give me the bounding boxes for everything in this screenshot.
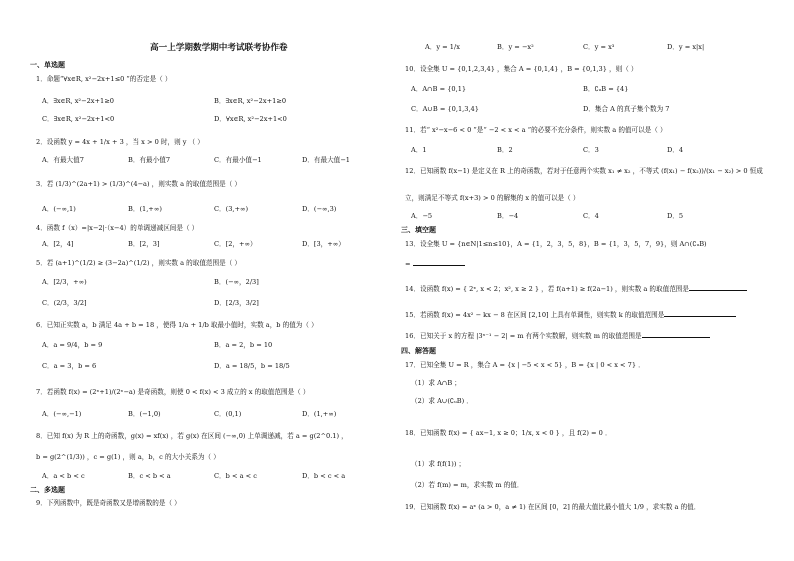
q11-stem: 11．若“ x²−x−6 < 0 ”是“ −2 < x < a ”的必要不充分条件，则实数 a 的值可以是（ ） xyxy=(405,126,667,134)
q16-text: 16．已知关于 x 的方程 |3ˣ⁻¹ − 2| = m 有两个实数解，则实数 m 的取值范围是 xyxy=(405,332,642,340)
q6-option-a: A．a = 9/4，b = 9 xyxy=(42,341,103,349)
q4-option-b: B．[2，3] xyxy=(128,240,160,248)
q17-part2: （2）求 A∪(∁ᵤB) ． xyxy=(411,397,473,405)
q5-option-a: A．[2/3，+∞) xyxy=(42,278,87,286)
q14-stem xyxy=(405,283,747,294)
q3-option-d: D．(−∞,3) xyxy=(302,205,337,213)
q2-option-a: A．有最大值7 xyxy=(42,156,84,164)
q1-option-d: D．∀x∈R, x²−2x+1<0 xyxy=(214,115,287,123)
q9-option-b: B．y = −x² xyxy=(497,43,534,51)
q18-stem: 18．已知函数 f(x) = { ax−1, x ≥ 0；1/x, x < 0 } ，且 f(2) = 0 ． xyxy=(405,429,612,437)
q7-stem: 7．若函数 f(x) = (2ˣ+1)/(2ˣ−a) 是奇函数，则使 0 < f(x) < 3 成立的 x 的取值范围是（ ） xyxy=(36,388,310,396)
q13-equals: = xyxy=(405,260,413,268)
q15-text: 15．若函数 f(x) = 4x² − kx − 8 在区间 [2,10] 上具有单调性，则实数 k 的取值范围是 xyxy=(405,311,665,319)
section-answer: 四、解答题 xyxy=(401,346,436,355)
q19-stem: 19．已知函数 f(x) = aˣ (a > 0，a ≠ 1) 在区间 [0，2] 的最大值比最小值大 1/9 ，求实数 a 的值． xyxy=(405,503,701,511)
left-column xyxy=(30,0,395,561)
q5-option-d: D．[2/3，3/2] xyxy=(214,299,259,307)
q8-option-c: C．b < a < c xyxy=(214,472,257,480)
q2-option-b: B．有最小值7 xyxy=(128,156,171,164)
q13-answer-blank[interactable] xyxy=(413,258,465,266)
q4-option-d: D．[3，+∞） xyxy=(302,240,345,248)
q12-line2: 立，则满足不等式 f(x+3) > 0 的解集的 x 的值可以是（ ） xyxy=(405,194,580,202)
q11-option-c: C．3 xyxy=(583,146,599,154)
q17-part1: （1）求 A∩B ； xyxy=(411,379,461,387)
q10-stem: 10．设全集 U = {0,1,2,3,4} ，集合 A = {0,1,4} ，B = {0,1,3} ，则（ ） xyxy=(405,65,638,73)
q18-part1: （1）求 f(f(1)) ； xyxy=(411,460,466,468)
q7-option-c: C．(0,1) xyxy=(214,410,242,418)
q6-stem: 6．已知正实数 a，b 满足 4a + b = 18 ，使得 1/a + 1/b 取最小值时，实数 a，b 的值为（ ） xyxy=(36,321,318,329)
q6-option-d: D．a = 18/5，b = 18/5 xyxy=(214,362,290,370)
q13-line1: 13．设全集 U = {n∈N|1≤n≤10}，A = {1，2，3，5，8}，B = {1，3，5，7，9}，则 A∩(∁ᵤB) xyxy=(405,240,707,248)
q8-line1: 8．已知 f(x) 为 R 上的奇函数，g(x) = xf(x) ，若 g(x) 在区间 (−∞,0) 上单调递减，若 a = g(2^0.1) ， xyxy=(36,432,348,440)
q6-option-b: B．a = 2，b = 10 xyxy=(214,341,273,349)
q14-text: 14．设函数 f(x) = { 2ˣ, x < 2；x², x ≥ 2 } ，若 f(a+1) ≥ f(2a−1) ，则实数 a 的取值范围是 xyxy=(405,285,689,293)
q10-option-d: D．集合 A 的真子集个数为 7 xyxy=(583,105,670,113)
q9-option-c: C．y = x³ xyxy=(583,43,615,51)
q11-option-a: A．1 xyxy=(411,146,427,154)
q4-option-a: A．[2，4] xyxy=(42,240,74,248)
q15-stem xyxy=(405,309,736,320)
q7-option-a: A．(−∞,−1) xyxy=(42,410,82,418)
q8-option-a: A．a < b < c xyxy=(42,472,85,480)
q3-option-a: A．(−∞,1) xyxy=(42,205,76,213)
section-fill-blank: 三、填空题 xyxy=(401,225,436,234)
q9-stem: 9．下列函数中，既是奇函数又是增函数的是（ ） xyxy=(36,499,181,507)
q1-option-a: A．∃x∈R, x²−2x+1≥0 xyxy=(42,97,114,105)
q2-option-d: D．有最大值−1 xyxy=(302,156,350,164)
q15-answer-blank[interactable] xyxy=(664,309,736,317)
q1-option-b: B．∃x∈R, x²−2x+1≥0 xyxy=(214,97,287,105)
q5-option-c: C．(2/3，3/2] xyxy=(42,299,87,307)
q3-option-b: B．(1,+∞) xyxy=(128,205,162,213)
q9-option-a: A．y = 1/x xyxy=(425,43,460,51)
q10-option-a: A．A∩B = {0,1} xyxy=(411,85,467,93)
q8-option-b: B．c < b < a xyxy=(128,472,171,480)
q10-option-b: B．∁ᵤB = {4} xyxy=(583,85,629,93)
q3-option-c: C．(3,+∞) xyxy=(214,205,249,213)
q8-line2: b = g(2^(1/3)) ，c = g(1) ，则 a，b，c 的大小关系为（ ） xyxy=(36,453,220,461)
q4-stem: 4．函数 f（x）=|x−2|·（x−4）的单调递减区间是（ ） xyxy=(36,224,199,232)
q12-line1: 12．已知函数 f(x−1) 是定义在 R 上的奇函数，若对于任意两个实数 x₁ ≠ x₂ ，不等式 (f(x₁) − f(x₂))/(x₁ − x₂) > 0 恒成 xyxy=(405,167,763,175)
q2-stem: 2．设函数 y = 4x + 1/x + 3 ，当 x > 0 时，则 y （ ） xyxy=(36,138,204,146)
q14-answer-blank[interactable] xyxy=(689,283,747,291)
section-single-choice: 一、单选题 xyxy=(30,60,65,69)
q10-option-c: C．A∪B = {0,1,3,4} xyxy=(411,105,479,113)
q6-option-c: C．a = 3，b = 6 xyxy=(42,362,97,370)
q2-option-c: C．有最小值−1 xyxy=(214,156,262,164)
q5-stem: 5．若 (a+1)^(1/2) ≥ (3−2a)^(1/2) ，则实数 a 的取值范围是（ ） xyxy=(36,259,241,267)
right-column xyxy=(401,0,770,561)
q4-option-c: C．[2，+∞） xyxy=(214,240,257,248)
q13-line2 xyxy=(405,258,465,269)
q11-option-d: D．4 xyxy=(667,146,684,154)
q12-option-b: B．−4 xyxy=(497,212,519,220)
q5-option-b: B．(−∞，2/3] xyxy=(214,278,259,286)
q7-option-d: D．(1,+∞) xyxy=(302,410,337,418)
q1-stem: 1．命题“∀x∈R, x²−2x+1≤0 ”的否定是（ ） xyxy=(36,75,172,83)
page-title: 高一上学期数学期中考试联考协作卷 xyxy=(150,43,288,53)
q3-stem: 3．若 (1/3)^(2a+1) > (1/3)^(4−a) ，则实数 a 的取值范围是（ ） xyxy=(36,180,241,188)
q16-stem xyxy=(405,330,710,341)
q17-stem: 17．已知全集 U = R ，集合 A = {x | −5 < x < 5} ，B = {x | 0 < x < 7} ． xyxy=(405,361,645,369)
section-multi-choice: 二、多选题 xyxy=(30,485,65,494)
q12-option-c: C．4 xyxy=(583,212,599,220)
q18-part2: （2）若 f(m) = m，求实数 m 的值． xyxy=(411,481,524,489)
q7-option-b: B．(−1,0) xyxy=(128,410,161,418)
q12-option-d: D．5 xyxy=(667,212,684,220)
q1-option-c: C．∃x∈R, x²−2x+1<0 xyxy=(42,115,115,123)
q16-answer-blank[interactable] xyxy=(642,330,710,338)
q11-option-b: B．2 xyxy=(497,146,513,154)
q8-option-d: D．b < c < a xyxy=(302,472,346,480)
q9-option-d: D．y = x|x| xyxy=(667,43,705,51)
q12-option-a: A．−5 xyxy=(411,212,433,220)
